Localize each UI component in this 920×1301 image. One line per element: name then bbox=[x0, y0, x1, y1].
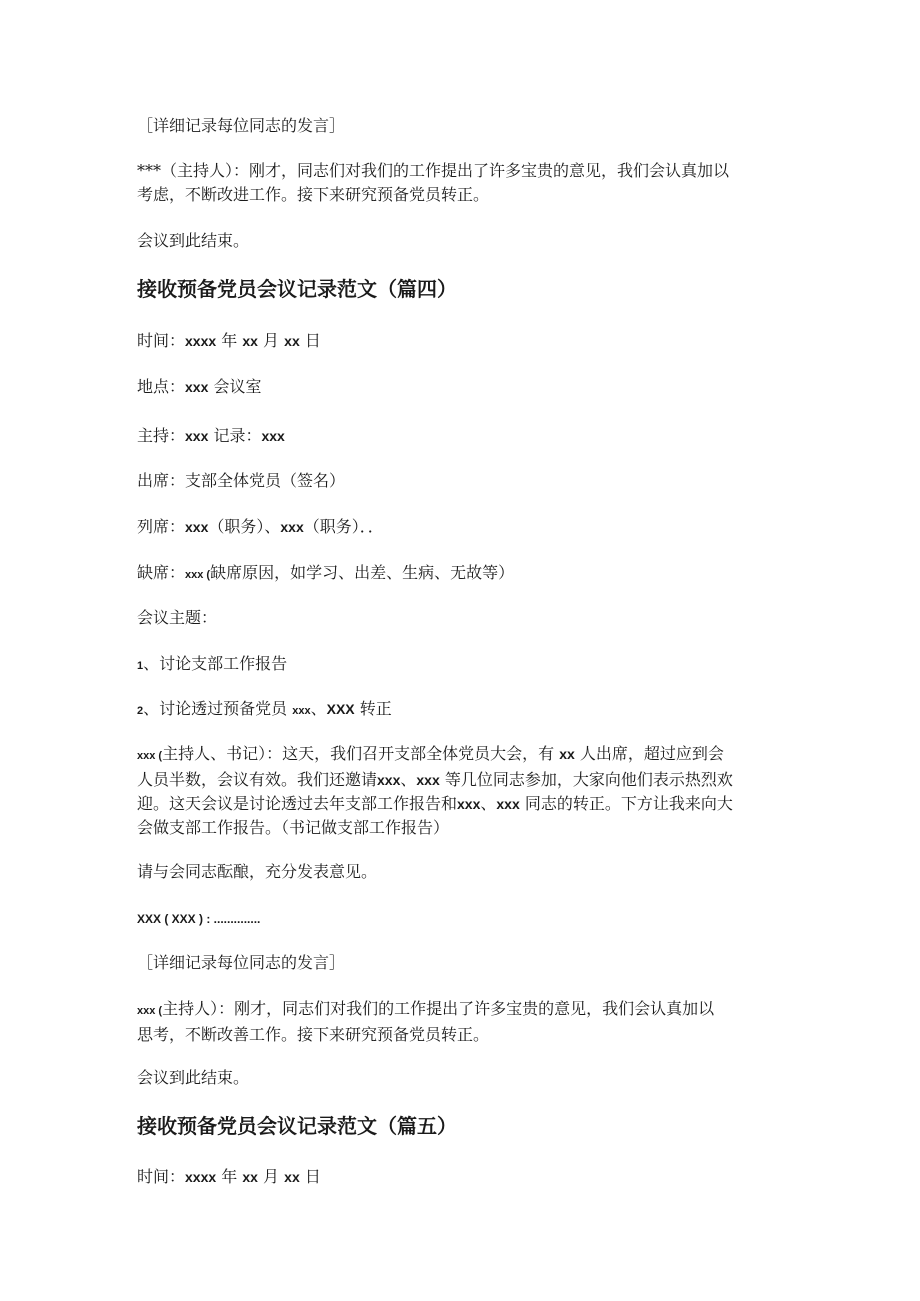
observer-2-role: （职务）．． bbox=[303, 517, 384, 536]
closing-line-1 bbox=[137, 997, 787, 1023]
time-ri: 日 bbox=[304, 331, 321, 350]
section-heading-5: 接收预备党员会议记录范文（篇五） bbox=[137, 1114, 457, 1138]
guest-1: xxx bbox=[377, 772, 401, 788]
time5-nian: 年 bbox=[221, 1167, 238, 1186]
time-line bbox=[137, 329, 787, 353]
speech-note-2: ［详细记录每位同志的发言］ bbox=[137, 953, 346, 972]
recorder-label: 记录： bbox=[213, 426, 262, 445]
time-year: xxxx bbox=[185, 333, 217, 349]
speech-note bbox=[137, 114, 787, 138]
meeting-end-2: 会议到此结束。 bbox=[137, 1068, 250, 1087]
time-nian: 年 bbox=[221, 331, 238, 350]
opening-line-2-b: 等几位同志参加，大家向他们表示热烈欢 bbox=[444, 770, 733, 789]
candidate-2: xxx bbox=[496, 796, 520, 812]
time-month: xx bbox=[242, 333, 258, 349]
opening-line-3-b: 同志的转正。下方让我来向大 bbox=[524, 794, 733, 813]
closing-line-2: 思考，不断改善工作。接下来研究预备党员转正。 bbox=[137, 1025, 490, 1044]
time-line-5 bbox=[137, 1165, 787, 1189]
invite-line: 请与会同志酝酿，充分发表意见。 bbox=[137, 862, 378, 881]
topic-item-1 bbox=[137, 652, 787, 678]
closing-speaker: xxx ( bbox=[137, 1005, 163, 1017]
host-remark-line-1: ***（主持人）：刚才，同志们对我们的工作提出了许多宝贵的意见，我们会认真加以 bbox=[137, 161, 730, 180]
host-line bbox=[137, 424, 787, 448]
section-heading-4: 接收预备党员会议记录范文（篇四） bbox=[137, 277, 457, 301]
guest-2: xxx bbox=[416, 772, 440, 788]
meeting-end: 会议到此结束。 bbox=[137, 231, 250, 250]
place-value: xxx bbox=[185, 379, 209, 395]
topics-label: 会议主题： bbox=[137, 608, 218, 627]
host-value: xxx bbox=[185, 428, 209, 444]
time5-month: xx bbox=[242, 1169, 258, 1185]
time5-year: xxxx bbox=[185, 1169, 217, 1185]
attendance-line: 出席：支部全体党员（签名） bbox=[137, 471, 346, 490]
opening-line-3-a: 迎。这天会议是讨论透过去年支部工作报告和 bbox=[137, 794, 458, 813]
opening-text-b: 人出席，超过应到会 bbox=[579, 744, 724, 763]
observer-1: xxx bbox=[185, 519, 209, 535]
closing-text-a: 主持人）：刚才，同志们对我们的工作提出了许多宝贵的意见，我们会认真加以 bbox=[162, 999, 715, 1018]
topic-2-number: 2 bbox=[137, 705, 144, 717]
candidate-separator: 、 bbox=[480, 794, 497, 813]
observer-1-role: （职务）、 bbox=[208, 517, 281, 536]
topic-2-member-2: XXX bbox=[326, 701, 355, 717]
topic-2-member-1: xxx bbox=[292, 705, 311, 717]
absent-value: xxx ( bbox=[185, 569, 211, 581]
observers-label: 列席： bbox=[137, 517, 186, 536]
time5-day: xx bbox=[284, 1169, 300, 1185]
time5-label: 时间： bbox=[137, 1167, 186, 1186]
place-room: 会议室 bbox=[213, 377, 262, 396]
time-day: xx bbox=[284, 333, 300, 349]
host-closing-paragraph bbox=[137, 997, 787, 1047]
topic-1-text: 、讨论支部工作报告 bbox=[143, 654, 288, 673]
time-yue: 月 bbox=[263, 331, 280, 350]
topic-2-separator: 、 bbox=[310, 699, 327, 718]
opening-line-3 bbox=[137, 792, 787, 816]
opening-line-4: 会做支部工作报告。（书记做支部工作报告） bbox=[137, 818, 450, 837]
opening-count: xx bbox=[559, 746, 575, 762]
opening-speaker: xxx ( bbox=[137, 750, 163, 762]
guest-separator: 、 bbox=[400, 770, 417, 789]
place-line bbox=[137, 375, 787, 399]
host-opening-paragraph bbox=[137, 742, 787, 840]
speaker-placeholder-text: XXX ( XXX ) : .............. bbox=[137, 912, 261, 926]
opening-text-a: 主持人、书记）：这天，我们召开支部全体党员大会，有 bbox=[162, 744, 555, 763]
candidate-1: xxx bbox=[457, 796, 481, 812]
speech-note-text: ［详细记录每位同志的发言］ bbox=[137, 116, 346, 135]
topic-2-text: 、讨论透过预备党员 bbox=[143, 699, 288, 718]
absent-label: 缺席： bbox=[137, 563, 186, 582]
observer-2: xxx bbox=[280, 519, 304, 535]
place-label: 地点： bbox=[137, 377, 186, 396]
opening-line-2-a: 人员半数，会议有效。我们还邀请 bbox=[137, 770, 378, 789]
recorder-value: xxx bbox=[261, 428, 285, 444]
time5-yue: 月 bbox=[263, 1167, 280, 1186]
topic-item-2 bbox=[137, 697, 787, 723]
opening-line-1 bbox=[137, 742, 787, 768]
speaker-placeholder bbox=[137, 906, 787, 931]
topic-1-number: 1 bbox=[137, 660, 144, 672]
observers-line bbox=[137, 515, 787, 539]
absent-line bbox=[137, 561, 787, 587]
time-label: 时间： bbox=[137, 331, 186, 350]
host-label: 主持： bbox=[137, 426, 186, 445]
opening-line-2 bbox=[137, 768, 787, 792]
host-remark-paragraph bbox=[137, 159, 787, 207]
absent-reason: 缺席原因，如学习、出差、生病、无故等） bbox=[210, 563, 515, 582]
time5-ri: 日 bbox=[304, 1167, 321, 1186]
topic-2-suffix: 转正 bbox=[359, 699, 392, 718]
host-remark-line-2: 考虑，不断改进工作。接下来研究预备党员转正。 bbox=[137, 185, 490, 204]
